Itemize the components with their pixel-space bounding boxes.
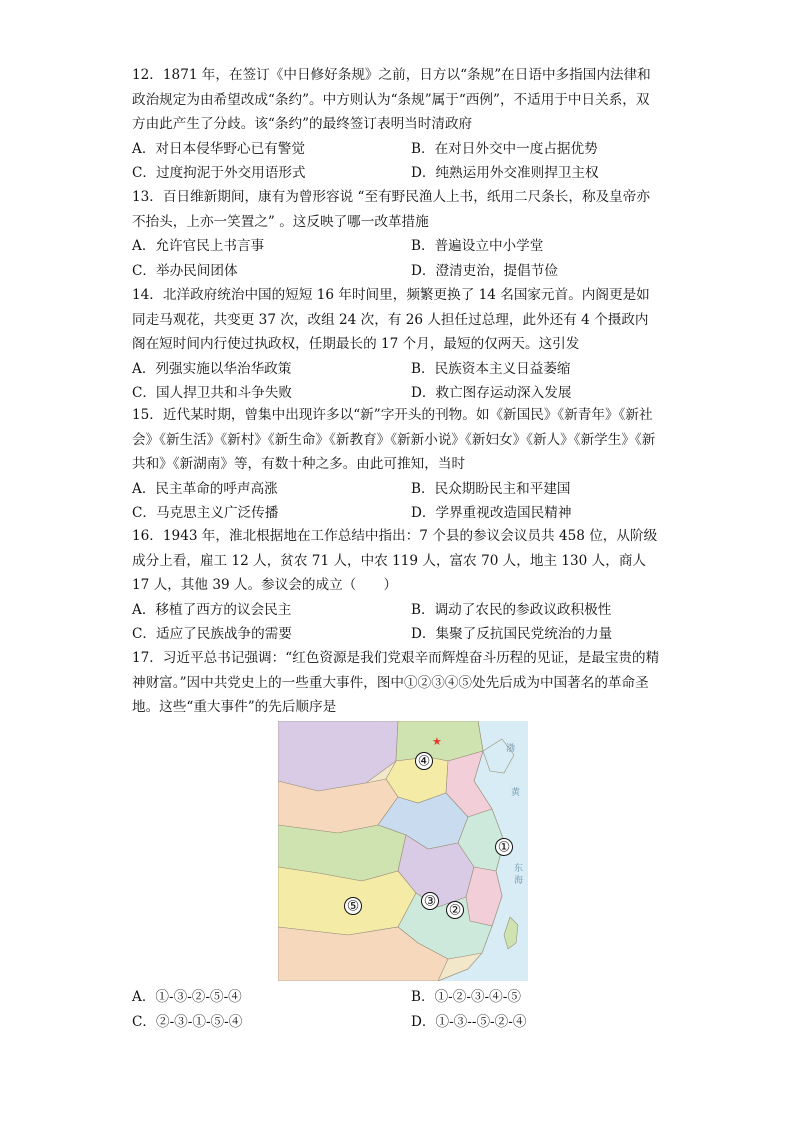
option-c[interactable]: C．马克思主义广泛传播 — [132, 505, 279, 521]
option-c[interactable]: C．举办民间团体 — [132, 262, 238, 279]
question-stem: 13．百日维新期间，康有为曾形容说 “至有野民渔人上书，纸用二尺条长，称及皇帝亦不抬头，上亦一笑置之” 。这反映了哪一改革措施 — [132, 189, 650, 230]
sea-label: 黄 — [511, 788, 521, 798]
sea-label: 海 — [514, 876, 524, 886]
question-stem: 16．1943 年，淮北根据地在工作总结中指出：7 个县的参议会议员共 458 位，从阶级成分上看，雇工 12 人，贫农 71 人，中农 119 人，富农 70 人，地主 130 人，商人 17 人，其他 39 人。参议会的成立（ ） — [132, 528, 658, 593]
question-12 — [132, 63, 662, 186]
option-b[interactable]: B．民族资本主义日益萎缩 — [411, 360, 571, 377]
marker-label: ② — [448, 902, 462, 919]
option-b[interactable]: B．民众期盼民主和平建国 — [411, 480, 571, 497]
option-a[interactable]: A．①-③-②-⑤-④ — [132, 989, 242, 1005]
china-map — [278, 721, 528, 981]
sea-label: 渤 — [506, 744, 516, 754]
option-row — [132, 161, 662, 186]
option-row — [132, 501, 662, 526]
question-13 — [132, 185, 662, 283]
map-marker-2 — [447, 902, 464, 919]
question-17 — [132, 646, 662, 720]
question-stem: 12．1871 年，在签订《中日修好条规》之前，日方以“条规”在日语中多指国内法律和政治规定为由希望改成“条约”。中方则认为“条规”属于“西例”，不适用于中日关系，双方由此产生了分歧。该“条约”的最终签订表明当时清政府 — [132, 67, 651, 132]
option-row — [132, 622, 662, 647]
question-stem: 14．北洋政府统治中国的短短 16 年时间里，频繁更换了 14 名国家元首。内阁更是如同走马观花，共变更 37 次，改组 24 次，有 26 人担任过总理，此外还有 4 个摄政内阁在短时间内行使过执政权，任期最长的 17 个月，最短的仅两天。这引发 — [132, 287, 650, 352]
option-row — [132, 1010, 662, 1035]
map-marker-3 — [422, 893, 439, 910]
marker-label: ① — [497, 839, 511, 856]
option-a[interactable]: A．移植了西方的议会民主 — [132, 601, 292, 618]
option-row — [132, 598, 662, 623]
option-row — [132, 357, 662, 382]
capital-star-icon: ★ — [432, 735, 442, 748]
marker-label: ③ — [423, 893, 437, 910]
question-stem: 17．习近平总书记强调：“红色资源是我们党艰辛而辉煌奋斗历程的见证，是最宝贵的精神财富。”因中共党史上的一些重大事件，图中①②③④⑤处先后成为中国著名的革命圣地。这些“重大事件”的先后顺序是 — [132, 650, 660, 715]
question-14 — [132, 283, 662, 406]
option-row — [132, 381, 662, 406]
option-d[interactable]: D．救亡图存运动深入发展 — [411, 385, 572, 401]
option-b[interactable]: B．①-②-③-④-⑤ — [411, 989, 521, 1005]
option-row — [132, 477, 662, 502]
question-15 — [132, 403, 662, 526]
option-a[interactable]: A．列强实施以华治华政策 — [132, 360, 292, 377]
option-c[interactable]: C．②-③-①-⑤-④ — [132, 1013, 243, 1030]
option-a[interactable]: A．允许官民上书言事 — [132, 238, 265, 254]
option-row — [132, 259, 662, 284]
question-stem: 15．近代某时期，曾集中出现许多以“新”字开头的刊物。如《新国民》《新青年》《新社会》《新生活》《新村》《新生命》《新教育》《新新小说》《新妇女》《新人》《新学生》《新共和》《新湖南》等，有数十种之多。由此可推知，当时 — [132, 407, 656, 472]
option-c[interactable]: C．国人捍卫共和斗争失败 — [132, 385, 292, 401]
marker-label: ④ — [417, 753, 431, 770]
option-a[interactable]: A．对日本侵华野心已有警觉 — [132, 140, 305, 157]
option-c[interactable]: C．过度拘泥于外交用语形式 — [132, 165, 306, 181]
option-row — [132, 234, 662, 259]
map-marker-4 — [416, 753, 433, 770]
option-d[interactable]: D．①-③--⑤-②-④ — [411, 1013, 527, 1030]
option-b[interactable]: B．普遍设立中小学堂 — [411, 238, 544, 254]
option-d[interactable]: D．集聚了反抗国民党统治的力量 — [411, 626, 613, 642]
option-b[interactable]: B．在对日外交中一度占据优势 — [411, 140, 598, 157]
option-d[interactable]: D．澄清吏治，提倡节俭 — [411, 262, 558, 279]
sea-label: 东 — [514, 864, 524, 874]
option-row — [132, 137, 662, 162]
option-row — [132, 985, 662, 1010]
question-16 — [132, 524, 662, 647]
map-marker-5 — [345, 898, 362, 915]
option-b[interactable]: B．调动了农民的参政议政积极性 — [411, 601, 612, 618]
option-d[interactable]: D．纯熟运用外交准则捍卫主权 — [411, 165, 599, 181]
marker-label: ⑤ — [346, 898, 360, 915]
option-c[interactable]: C．适应了民族战争的需要 — [132, 626, 292, 642]
option-a[interactable]: A．民主革命的呼声高涨 — [132, 480, 278, 497]
map-marker-1 — [496, 839, 513, 856]
option-d[interactable]: D．学界重视改造国民精神 — [411, 505, 572, 521]
question-17-options — [132, 985, 662, 1034]
